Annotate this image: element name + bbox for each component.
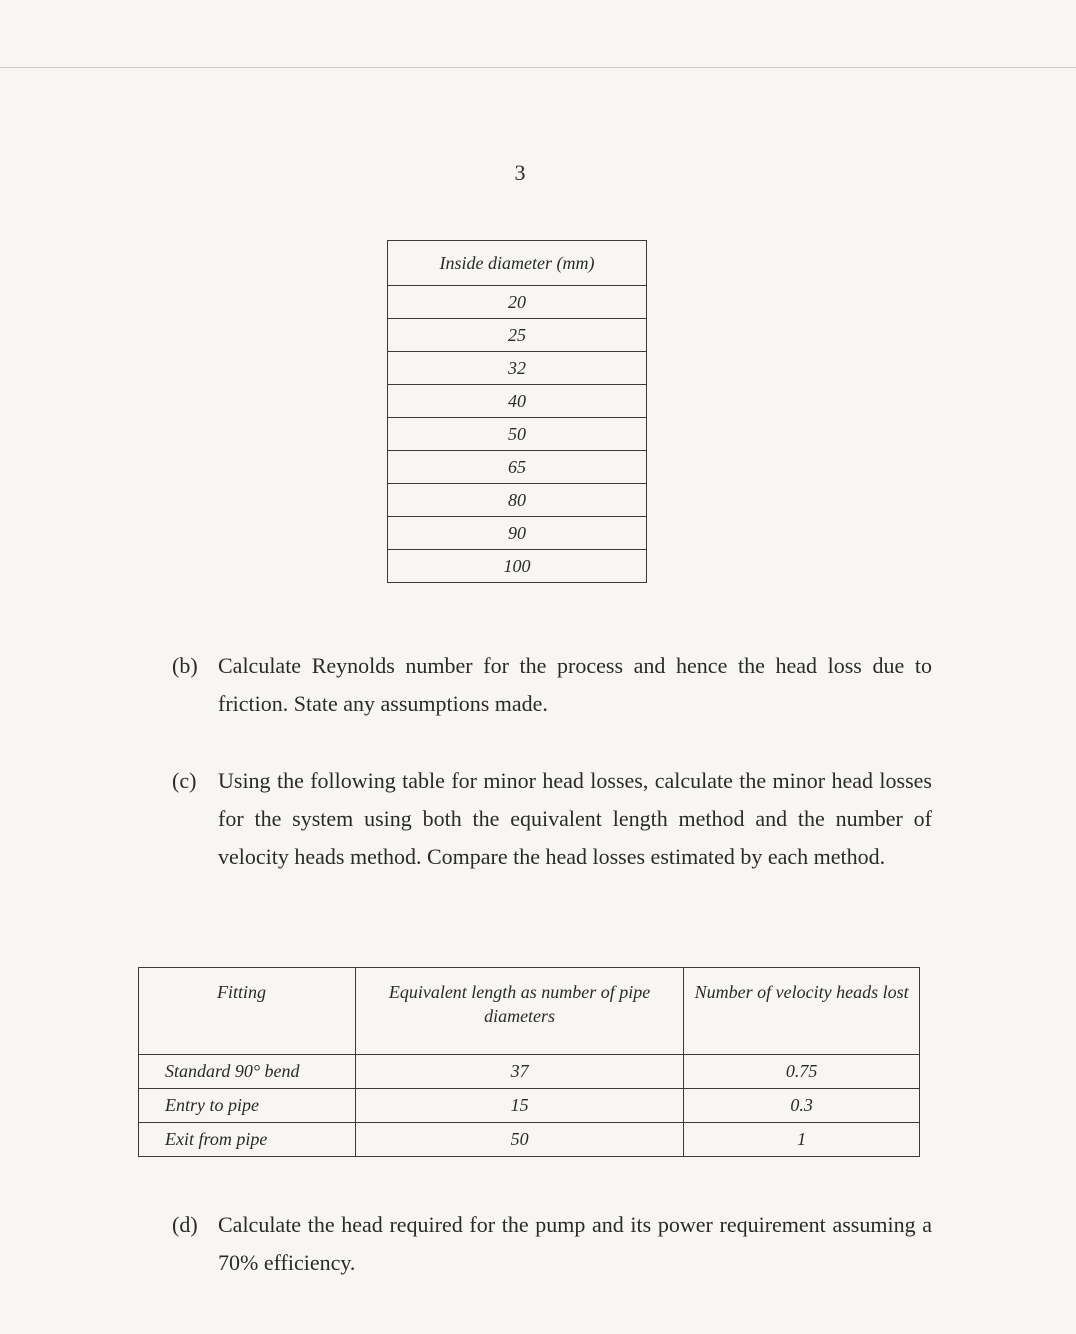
fitting-name: Entry to pipe [139, 1089, 356, 1123]
diameter-cell: 50 [388, 418, 647, 451]
velocity-heads-cell: 0.3 [684, 1089, 920, 1123]
table-row [139, 1123, 920, 1157]
question-b [172, 647, 932, 723]
question-d-label: (d) [172, 1212, 198, 1237]
diameter-cell: 90 [388, 517, 647, 550]
table-row [139, 1089, 920, 1123]
question-b-text: Calculate Reynolds number for the process and hence the head loss due to friction. State any assumptions made. [218, 653, 932, 716]
question-d [172, 1206, 932, 1282]
table-row [139, 1055, 920, 1089]
equivalent-length-cell: 37 [355, 1055, 684, 1089]
velocity-heads-cell: 1 [684, 1123, 920, 1157]
diameter-cell: 65 [388, 451, 647, 484]
diameter-cell: 25 [388, 319, 647, 352]
diameter-cell: 100 [388, 550, 647, 583]
diameter-table [387, 240, 647, 583]
diameter-table-header: Inside diameter (mm) [388, 241, 647, 286]
diameter-cell: 32 [388, 352, 647, 385]
diameter-cell: 40 [388, 385, 647, 418]
velocity-heads-cell: 0.75 [684, 1055, 920, 1089]
page-number: 3 [514, 160, 526, 185]
fittings-header-fitting: Fitting [139, 968, 356, 1055]
fittings-header-equivalent-length: Equivalent length as number of pipe diameters [355, 968, 684, 1055]
question-b-label: (b) [172, 653, 198, 678]
equivalent-length-cell: 15 [355, 1089, 684, 1123]
question-c-label: (c) [172, 768, 197, 793]
fittings-table [138, 967, 920, 1157]
question-c [172, 762, 932, 876]
equivalent-length-cell: 50 [355, 1123, 684, 1157]
fitting-name: Standard 90° bend [139, 1055, 356, 1089]
question-d-text: Calculate the head required for the pump and its power requirement assuming a 70% efficiency. [218, 1212, 932, 1275]
diameter-cell: 20 [388, 286, 647, 319]
header-rule [0, 67, 1076, 68]
fitting-name: Exit from pipe [139, 1123, 356, 1157]
diameter-cell: 80 [388, 484, 647, 517]
question-c-text: Using the following table for minor head losses, calculate the minor head losses for the system using both the equivalent length method and the number of velocity heads method. Compare the head losses estimated by each method. [218, 768, 932, 869]
fittings-header-velocity-heads: Number of velocity heads lost [684, 968, 920, 1055]
